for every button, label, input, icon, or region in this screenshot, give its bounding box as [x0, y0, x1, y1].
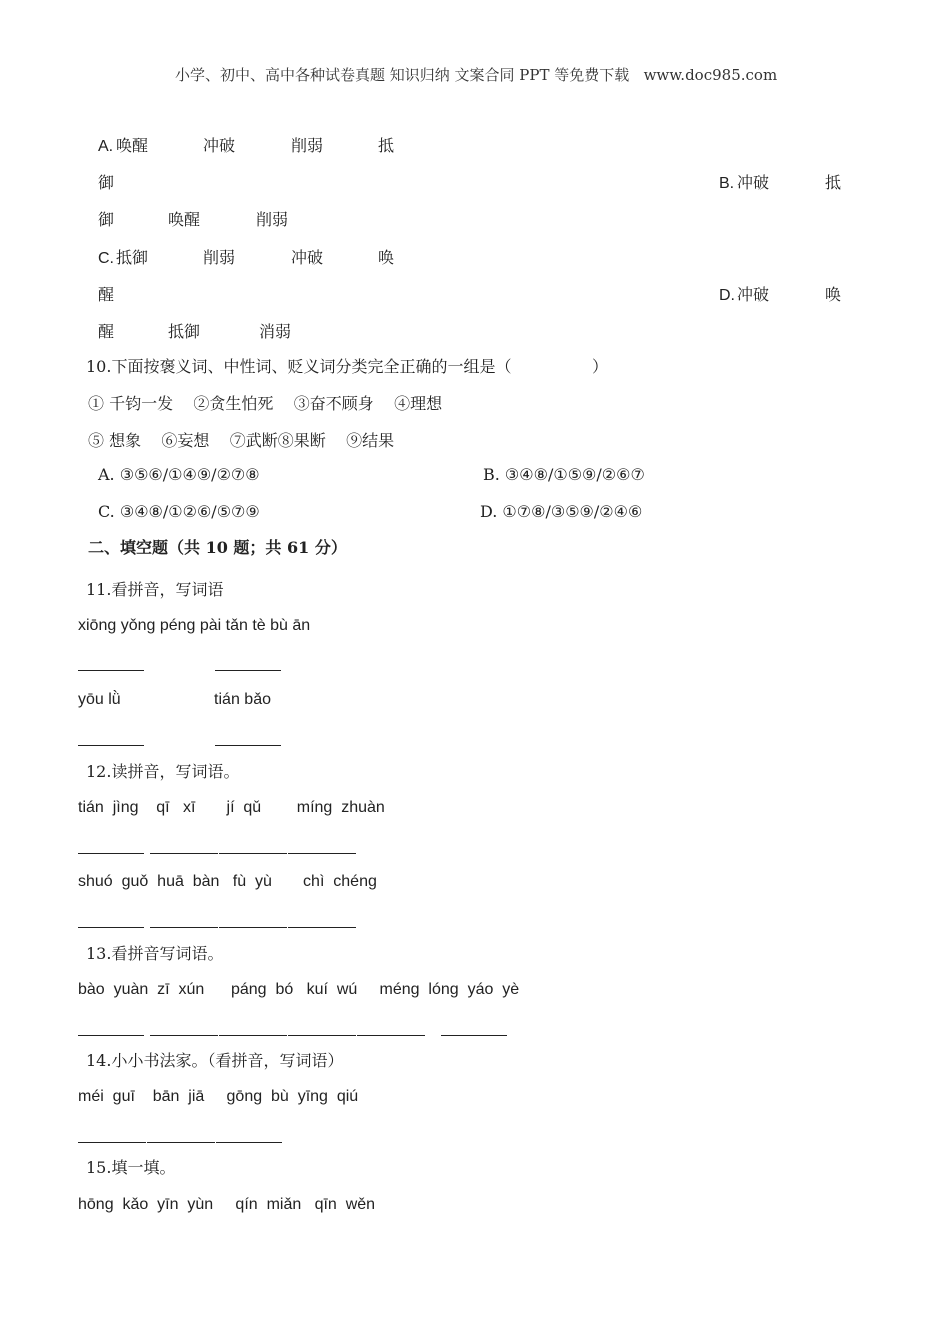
q13-stem: 13.看拼音写词语。: [86, 944, 224, 963]
page-header: 小学、初中、高中各种试卷真题 知识归纳 文案合同 PPT 等免费下载 www.doc985.com: [175, 66, 778, 84]
q10-stem-close: ）: [592, 357, 609, 376]
option-word: 削弱: [256, 210, 289, 229]
q10-option-b: B. ③④⑧/①⑤⑨/②⑥⑦: [483, 465, 645, 484]
answer-blank[interactable]: [288, 927, 356, 928]
answer-blank[interactable]: [288, 853, 356, 854]
answer-blank[interactable]: [219, 1035, 287, 1036]
pinyin-row: yōu lǜ tián bǎo: [78, 691, 271, 708]
option-word: 唤醒: [168, 210, 201, 229]
q10-items-line2: ⑤ 想象 ⑥妄想 ⑦武断⑧果断 ⑨结果: [88, 431, 395, 450]
pinyin-row: méi guī bān jiā gōng bù yīng qiú: [78, 1088, 359, 1105]
option-label: B.: [719, 175, 735, 192]
q10-option-a: A. ③⑤⑥/①④⑨/②⑦⑧: [98, 465, 260, 484]
answer-blank[interactable]: [150, 1035, 218, 1036]
option-label: A.: [98, 138, 114, 155]
pinyin-row: tián jìng qī xī jí qǔ míng zhuàn: [78, 799, 385, 816]
section-title: 二、填空题（共 10 题；共 61 分）: [88, 538, 347, 557]
q10-option-c: C. ③④⑧/①②⑥/⑤⑦⑨: [98, 502, 260, 521]
option-word: 醒: [98, 322, 115, 341]
q14-stem: 14.小小书法家。（看拼音，写词语）: [86, 1051, 344, 1070]
answer-blank[interactable]: [78, 927, 144, 928]
option-word: 御: [98, 210, 115, 229]
q10-stem: 10.下面按褒义词、中性词、贬义词分类完全正确的一组是（: [86, 357, 512, 376]
answer-blank[interactable]: [215, 670, 281, 671]
pinyin-row: xiōng yǒng péng pài tǎn tè bù ān: [78, 617, 311, 634]
answer-blank[interactable]: [78, 853, 144, 854]
option-word: 削弱: [291, 136, 324, 155]
option-word: 醒: [98, 285, 115, 304]
option-word: 唤醒: [116, 136, 149, 155]
option-word: 冲破: [203, 136, 236, 155]
q15-stem: 15.填一填。: [86, 1158, 176, 1177]
q10-items-line1: ① 千钧一发 ②贪生怕死 ③奋不顾身 ④理想: [88, 394, 443, 413]
answer-blank[interactable]: [357, 1035, 425, 1036]
option-word: 消弱: [259, 322, 292, 341]
pinyin-row: hōng kǎo yīn yùn qín miǎn qīn wěn: [78, 1196, 376, 1213]
option-label: D.: [719, 287, 735, 304]
answer-blank[interactable]: [78, 670, 144, 671]
option-word: 抵: [378, 136, 395, 155]
option-word: 御: [98, 173, 115, 192]
answer-blank[interactable]: [150, 853, 218, 854]
option-word: 冲破: [737, 285, 770, 304]
option-word: 抵御: [116, 248, 149, 267]
option-word: 冲破: [737, 173, 770, 192]
answer-blank[interactable]: [216, 1142, 282, 1143]
answer-blank[interactable]: [215, 745, 281, 746]
option-word: 削弱: [203, 248, 236, 267]
q10-option-d: D. ①⑦⑧/③⑤⑨/②④⑥: [480, 502, 643, 521]
option-word: 抵御: [168, 322, 201, 341]
answer-blank[interactable]: [78, 745, 144, 746]
pinyin-row: bào yuàn zī xún páng bó kuí wú méng lóng yáo yè: [78, 981, 520, 998]
pinyin-row: shuó guǒ huā bàn fù yù chì chéng: [78, 873, 377, 890]
answer-blank[interactable]: [288, 1035, 356, 1036]
answer-blank[interactable]: [78, 1035, 144, 1036]
answer-blank[interactable]: [219, 853, 287, 854]
q11-stem: 11.看拼音，写词语: [86, 580, 224, 599]
option-word: 唤: [378, 248, 395, 267]
answer-blank[interactable]: [441, 1035, 507, 1036]
answer-blank[interactable]: [219, 927, 287, 928]
option-label: C.: [98, 250, 114, 267]
option-word: 唤: [825, 285, 842, 304]
option-word: 冲破: [291, 248, 324, 267]
answer-blank[interactable]: [78, 1142, 146, 1143]
q12-stem: 12.读拼音，写词语。: [86, 762, 240, 781]
option-word: 抵: [825, 173, 842, 192]
answer-blank[interactable]: [150, 927, 218, 928]
answer-blank[interactable]: [147, 1142, 215, 1143]
